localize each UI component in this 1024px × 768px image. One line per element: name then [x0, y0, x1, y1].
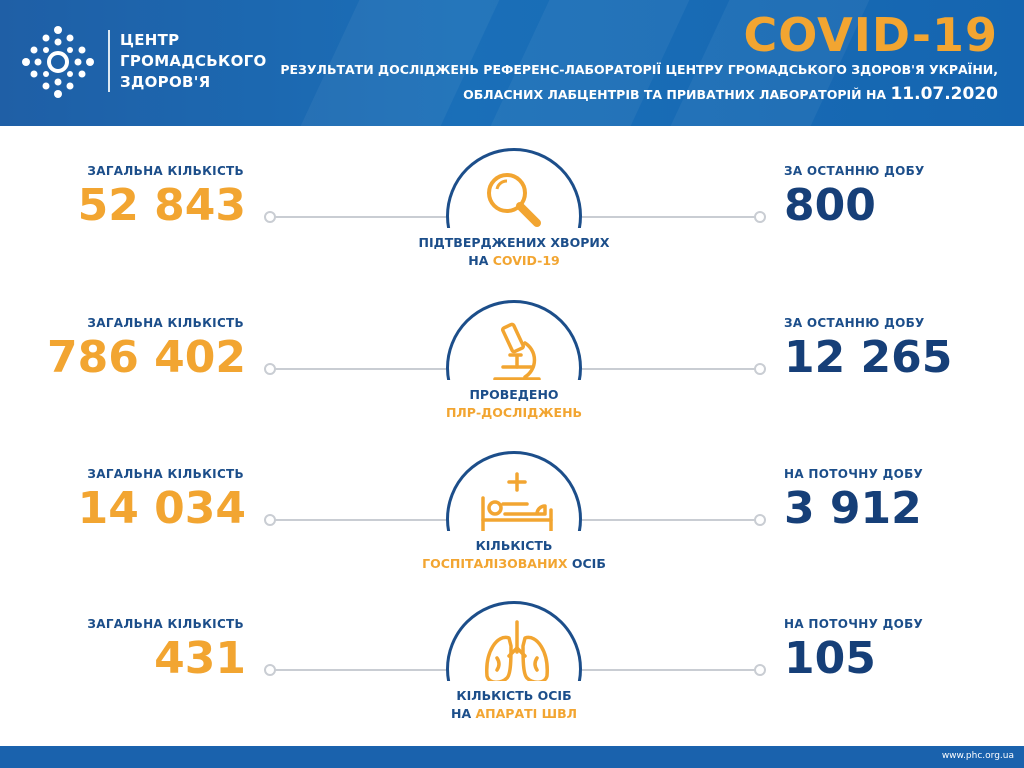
- caption-accent: ГОСПІТАЛІЗОВАНИХ: [422, 556, 568, 571]
- stat-caption: [394, 537, 634, 573]
- logo-line: ГРОМАДСЬКОГО: [120, 52, 267, 70]
- total-label: ЗАГАЛЬНА КІЛЬКІСТЬ: [87, 467, 244, 481]
- daily-label: НА ПОТОЧНУ ДОБУ: [784, 467, 924, 481]
- subtitle-text: ОБЛАСНИХ ЛАБЦЕНТРІВ ТА ПРИВАТНИХ ЛАБОРАТОРІЙ НА: [463, 87, 887, 102]
- total-label: ЗАГАЛЬНА КІЛЬКІСТЬ: [87, 316, 244, 330]
- total-value: 14 034: [77, 483, 246, 534]
- daily-label: НА ПОТОЧНУ ДОБУ: [784, 617, 924, 631]
- total-value: 786 402: [46, 332, 246, 383]
- caption-accent: АПАРАТІ ШВЛ: [475, 706, 578, 721]
- connector-line: [270, 216, 450, 218]
- connector-dot: [754, 211, 766, 223]
- connector-dot: [264, 514, 276, 526]
- stat-caption: [394, 687, 634, 723]
- header-banner: [0, 0, 1024, 126]
- logo-line: ЦЕНТР: [120, 31, 180, 49]
- stat-row-pcr-tests: [0, 290, 1024, 440]
- total-value: 431: [154, 633, 246, 684]
- footer-bar: [0, 746, 1024, 768]
- caption-accent: ПЛР-ДОСЛІДЖЕНЬ: [445, 405, 583, 420]
- connector-line: [270, 669, 450, 671]
- connector-dot: [264, 363, 276, 375]
- caption-line: [394, 252, 634, 270]
- logo-line: ЗДОРОВ'Я: [120, 73, 211, 91]
- daily-value: 105: [784, 633, 876, 684]
- caption-line: ПРОВЕДЕНО: [469, 387, 559, 402]
- connector-line: [582, 669, 760, 671]
- stat-row-confirmed: [0, 138, 1024, 288]
- caption-line: КІЛЬКІСТЬ ОСІБ: [456, 688, 572, 703]
- caption-text: ОСІБ: [567, 556, 606, 571]
- logo-text: [120, 30, 267, 93]
- connector-dot: [264, 664, 276, 676]
- caption-accent: COVID-19: [492, 253, 560, 268]
- daily-label: ЗА ОСТАННЮ ДОБУ: [784, 164, 925, 178]
- phc-logo-icon: [18, 22, 98, 102]
- connector-line: [582, 368, 760, 370]
- connector-dot: [264, 211, 276, 223]
- stat-row-hospitalized: [0, 441, 1024, 591]
- total-label: ЗАГАЛЬНА КІЛЬКІСТЬ: [87, 164, 244, 178]
- connector-dot: [754, 514, 766, 526]
- subtitle-line-2: [463, 84, 998, 104]
- connector-line: [582, 519, 760, 521]
- daily-value: 12 265: [784, 332, 953, 383]
- daily-value: 800: [784, 180, 876, 231]
- stat-caption: [394, 386, 634, 422]
- connector-line: [270, 368, 450, 370]
- daily-label: ЗА ОСТАННЮ ДОБУ: [784, 316, 925, 330]
- caption-text: НА: [468, 253, 493, 268]
- footer-url[interactable]: www.phc.org.ua: [941, 751, 1014, 761]
- report-date: 11.07.2020: [890, 84, 998, 104]
- caption-line: ПІДТВЕРДЖЕНИХ ХВОРИХ: [418, 235, 610, 250]
- caption-line: КІЛЬКІСТЬ: [475, 538, 553, 553]
- stat-caption: [394, 234, 634, 270]
- total-value: 52 843: [77, 180, 246, 231]
- connector-dot: [754, 363, 766, 375]
- caption-line: [394, 555, 634, 573]
- stat-row-ventilator: [0, 591, 1024, 741]
- connector-line: [270, 519, 450, 521]
- caption-line: [394, 705, 634, 723]
- connector-dot: [754, 664, 766, 676]
- total-label: ЗАГАЛЬНА КІЛЬКІСТЬ: [87, 617, 244, 631]
- page-title: COVID-19: [743, 8, 998, 62]
- subtitle-line-1: РЕЗУЛЬТАТИ ДОСЛІДЖЕНЬ РЕФЕРЕНС-ЛАБОРАТОРІЇ ЦЕНТРУ ГРОМАДСЬКОГО ЗДОРОВ'Я УКРАЇНИ,: [280, 62, 998, 77]
- logo-divider: [108, 30, 110, 92]
- caption-text: НА: [450, 706, 476, 721]
- daily-value: 3 912: [784, 483, 922, 534]
- connector-line: [582, 216, 760, 218]
